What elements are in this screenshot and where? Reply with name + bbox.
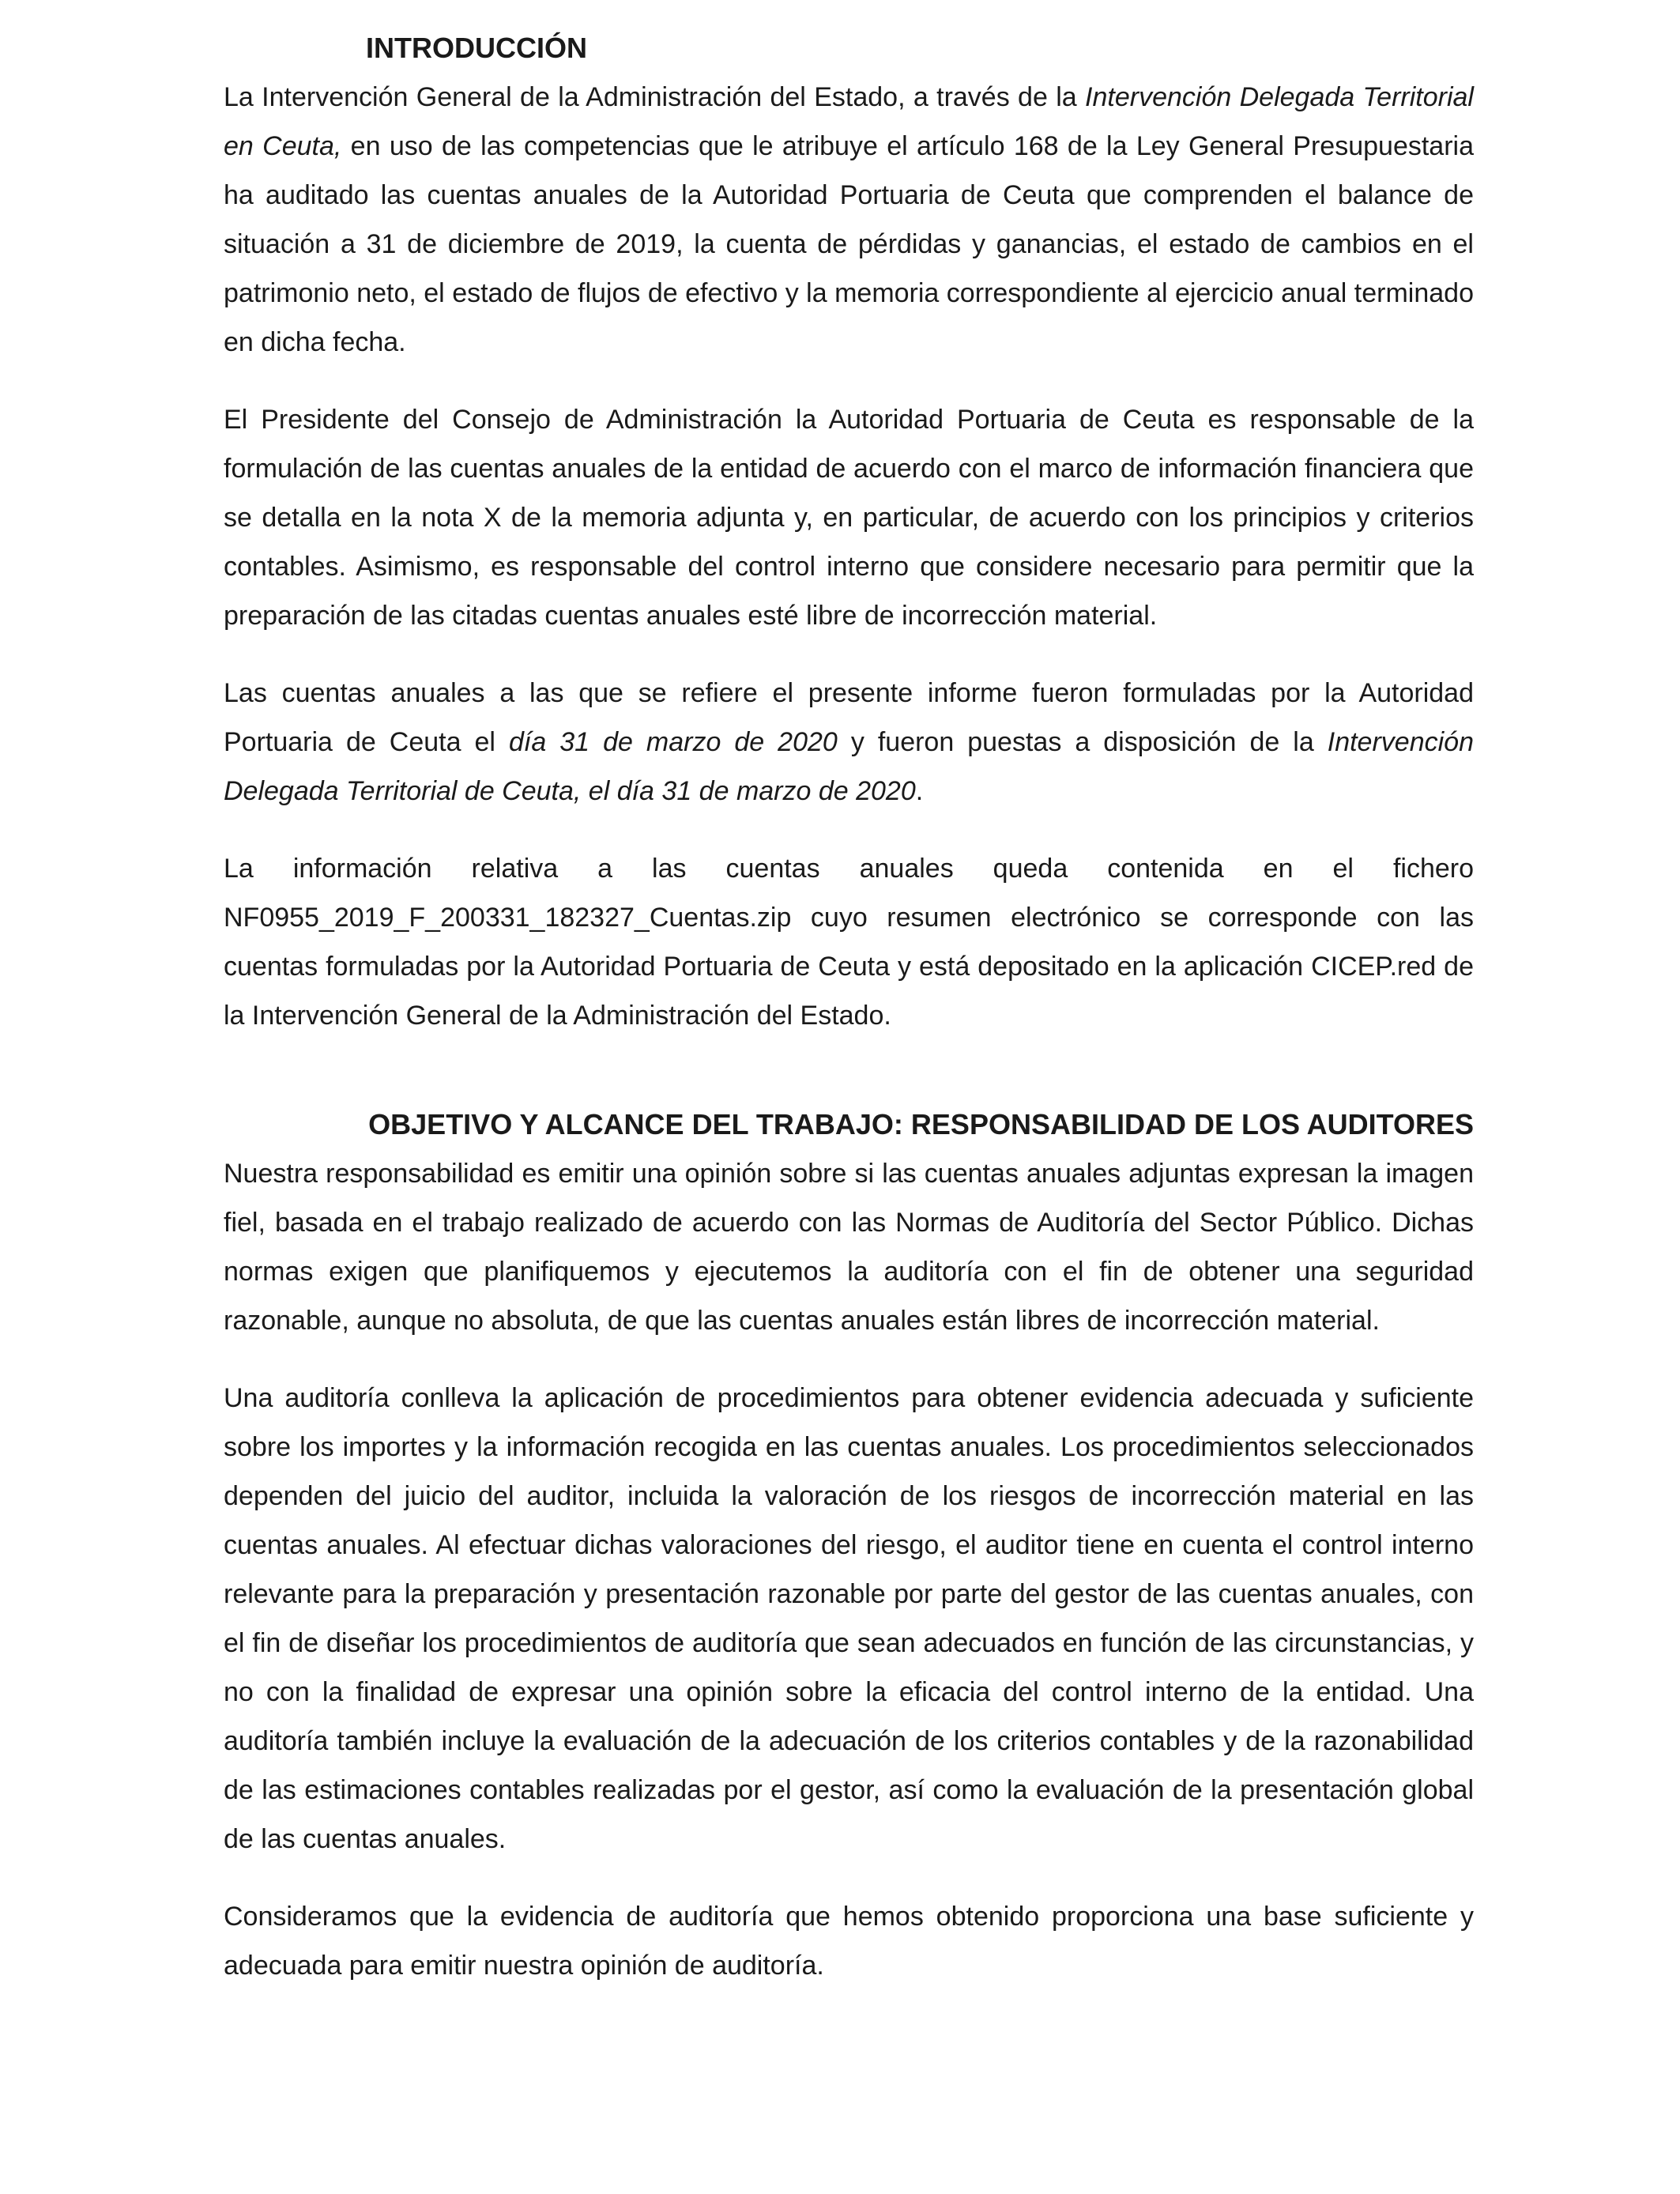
- intro-p3-text-e: .: [915, 776, 924, 806]
- document-page: [224, 24, 1474, 2019]
- intro-paragraph-3: [224, 669, 1474, 816]
- intro-p3-text-a: Las cuentas anuales a las que se refiere el presente informe fueron formuladas por la Autoridad Portuaria de Ceuta el: [224, 678, 1474, 757]
- intro-p3-text-c: y fueron puestas a disposición de la: [837, 727, 1328, 757]
- intro-p3-italic-date: día 31 de marzo de 2020: [508, 727, 838, 757]
- objective-paragraph-3: Consideramos que la evidencia de auditoría que hemos obtenido proporciona una base suficiente y adecuada para emitir nuestra opinión de auditoría.: [224, 1902, 1474, 1981]
- intro-paragraph-1: [224, 73, 1474, 367]
- intro-p1-text-c: en uso de las competencias que le atribuye el artículo 168 de la Ley General Presupuestaria ha auditado las cuentas anuales de la Autoridad Portuaria de Ceuta que comprenden el balance de situación a 31 de diciembre de 2019, la cuenta de pérdidas y ganancias, el estado de cambios en el patrimonio neto, el estado de flujos de efectivo y la memoria correspondiente al ejercicio anual terminado en dicha fecha.: [224, 131, 1474, 357]
- objective-paragraph-2: Una auditoría conlleva la aplicación de procedimientos para obtener evidencia adecuada y suficiente sobre los importes y la información recogida en las cuentas anuales. Los procedimientos seleccionados dependen del juicio del auditor, incluida la valoración de los riesgos de incorrección material en las cuentas anuales. Al efectuar dichas valoraciones del riesgo, el auditor tiene en cuenta el control interno relevante para la preparación y presentación razonable por parte del gestor de las cuentas anuales, con el fin de diseñar los procedimientos de auditoría que sean adecuados en función de las circunstancias, y no con la finalidad de expresar una opinión sobre la eficacia del control interno de la entidad. Una auditoría también incluye la evaluación de la adecuación de los criterios contables y de la razonabilidad de las estimaciones contables realizadas por el gestor, así como la evaluación de la presentación global de las cuentas anuales.: [224, 1383, 1474, 1854]
- intro-p3-italic-office-date: Intervención Delegada Territorial de Ceuta, el día 31 de marzo de 2020: [224, 727, 1474, 806]
- intro-p1-italic-office: Intervención Delegada Territorial en Ceuta,: [224, 82, 1474, 161]
- intro-p1-text-a: La Intervención General de la Administración del Estado, a través de la: [224, 82, 1086, 112]
- intro-paragraph-4: La información relativa a las cuentas anuales queda contenida en el fichero NF0955_2019_F_200331_182327_Cuentas.zip cuyo resumen electrónico se corresponde con las cuentas formuladas por la Autoridad Portuaria de Ceuta y está depositado en la aplicación CICEP.red de la Intervención General de la Administración del Estado.: [224, 854, 1474, 1031]
- intro-paragraph-2: El Presidente del Consejo de Administración la Autoridad Portuaria de Ceuta es responsable de la formulación de las cuentas anuales de la entidad de acuerdo con el marco de información financiera que se detalla en la nota X de la memoria adjunta y, en particular, de acuerdo con los principios y criterios contables. Asimismo, es responsable del control interno que considere necesario para permitir que la preparación de las citadas cuentas anuales esté libre de incorrección material.: [224, 405, 1474, 631]
- objective-paragraph-1: Nuestra responsabilidad es emitir una opinión sobre si las cuentas anuales adjuntas expresan la imagen fiel, basada en el trabajo realizado de acuerdo con las Normas de Auditoría del Sector Público. Dichas normas exigen que planifiquemos y ejecutemos la auditoría con el fin de obtener una seguridad razonable, aunque no absoluta, de que las cuentas anuales están libres de incorrección material.: [224, 1159, 1474, 1336]
- intro-heading: INTRODUCCIÓN: [366, 32, 587, 64]
- objective-heading: OBJETIVO Y ALCANCE DEL TRABAJO: RESPONSABILIDAD DE LOS AUDITORES: [368, 1108, 1474, 1140]
